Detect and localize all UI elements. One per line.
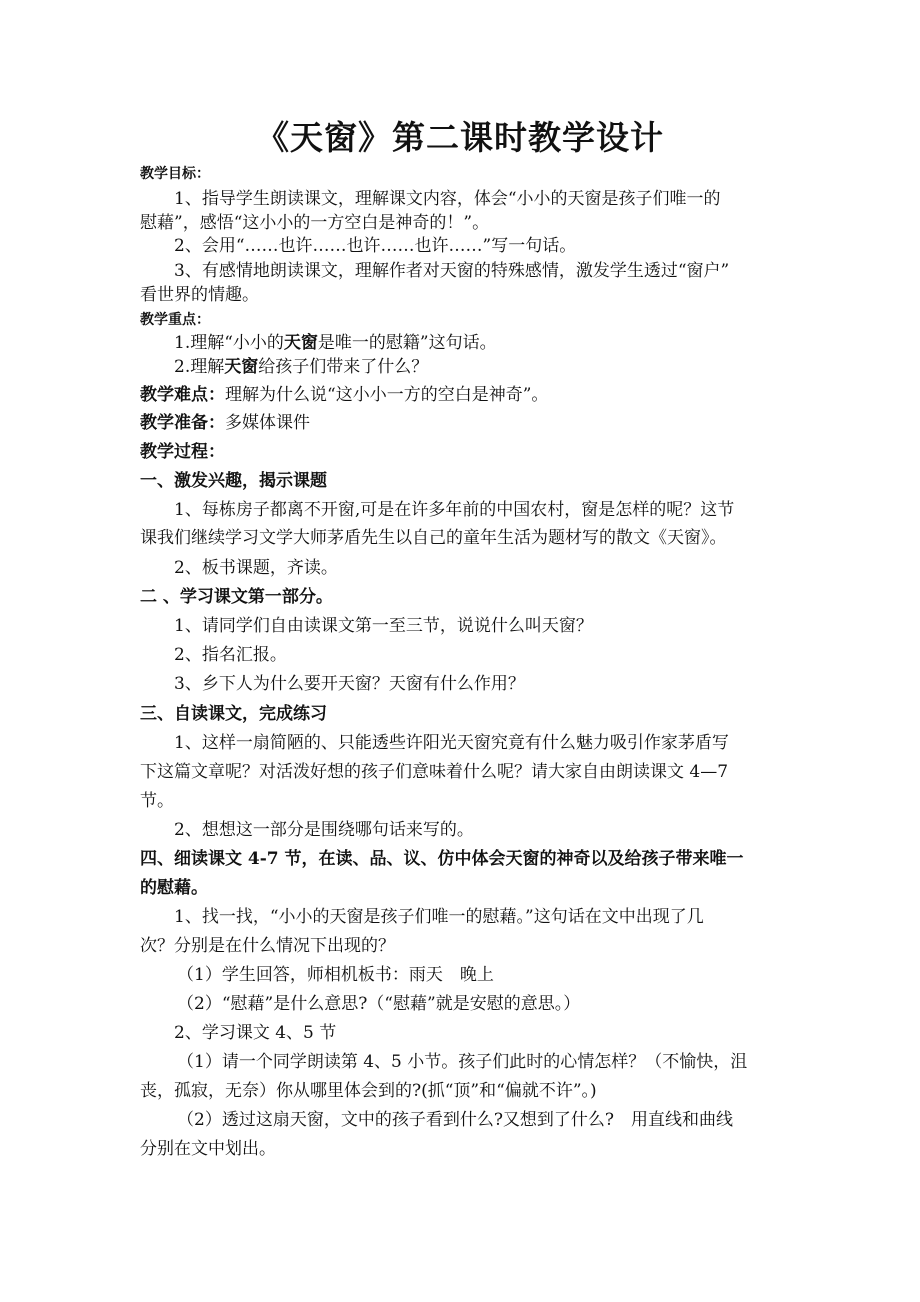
section-2-item-3: 3、乡下人为什么要开天窗？天窗有什么作用？: [174, 674, 525, 694]
section-4-item-1a: （1）学生回答，师相机板书：雨天 晚上: [177, 965, 494, 985]
section-4-item-1-line-1: 1、找一找，“小小的天窗是孩子们唯一的慰藉。”这句话在文中出现了几: [174, 907, 704, 927]
section-3-heading: 三、自读课文，完成练习: [140, 704, 327, 724]
section-1-item-1-line-1: 1、每栋房子都离不开窗,可是在许多年前的中国农村，窗是怎样的呢？这节: [174, 500, 735, 520]
section-3-item-1-line-2: 下这篇文章呢？对活泼好想的孩子们意味着什么呢？请大家自由朗读课文 4—7: [140, 762, 729, 782]
section-4-heading-line-1: 四、细读课文 4-7 节，在读、品、议、仿中体会天窗的神奇以及给孩子带来唯一: [140, 849, 744, 869]
goal-2: 2、会用“……也许……也许……也许……”写一句话。: [174, 236, 577, 256]
key-point-2: 2.理解天窗给孩子们带来了什么？: [174, 357, 429, 377]
section-1-item-2: 2、板书课题，齐读。: [174, 558, 338, 578]
section-4-item-1b: （2）“慰藉”是什么意思?（“慰藉”就是安慰的意思。）: [177, 994, 581, 1014]
process-heading: 教学过程：: [140, 442, 225, 462]
section-4-item-2a-line-2: 丧，孤寂，无奈）你从哪里体会到的?(抓“顶”和“偏就不许”。): [140, 1081, 597, 1101]
goal-1-line-1: 1、指导学生朗读课文，理解课文内容，体会“小小的天窗是孩子们唯一的: [174, 189, 721, 209]
key-point-1: 1.理解“小小的天窗是唯一的慰籍”这句话。: [174, 333, 497, 353]
section-3-item-1-line-1: 1、这样一扇简陋的、只能透些许阳光天窗究竟有什么魅力吸引作家茅盾写: [174, 733, 729, 753]
section-4-item-2b-line-1: （2）透过这扇天窗，文中的孩子看到什么?又想到了什么? 用直线和曲线: [177, 1110, 734, 1130]
section-4-heading-line-2: 的慰藉。: [140, 878, 208, 898]
section-2-item-1: 1、请同学们自由读课文第一至三节，说说什么叫天窗？: [174, 616, 593, 636]
section-1-heading: 一、激发兴趣，揭示课题: [140, 471, 327, 491]
section-3-item-1-line-3: 节。: [140, 791, 174, 811]
goal-1-line-2: 慰藉”，感悟“这小小的一方空白是神奇的！”。: [140, 213, 490, 233]
goal-3-line-1: 3、有感情地朗读课文，理解作者对天窗的特殊感情，激发学生透过“窗户”: [174, 261, 730, 281]
section-4-item-1-line-2: 次？分别是在什么情况下出现的？: [140, 936, 395, 956]
section-2-item-2: 2、指名汇报。: [174, 645, 287, 665]
section-4-item-2a-line-1: （1）请一个同学朗读第 4、5 小节。孩子们此时的心情怎样？（不愉快，沮: [177, 1052, 748, 1072]
section-1-item-1-line-2: 课我们继续学习文学大师茅盾先生以自己的童年生活为题材写的散文《天窗》。: [140, 528, 727, 548]
section-2-heading: 二 、学习课文第一部分。: [140, 587, 333, 607]
section-4-item-2b-line-2: 分别在文中划出。: [140, 1139, 276, 1159]
key-points-heading: 教学重点：: [140, 312, 210, 328]
preparation: 教学准备：多媒体课件: [140, 413, 310, 433]
difficulty: 教学难点：理解为什么说“这小小一方的空白是神奇”。: [140, 385, 549, 405]
goal-3-line-2: 看世界的情趣。: [140, 285, 259, 305]
section-4-item-2: 2、学习课文 4、5 节: [174, 1023, 337, 1043]
page-title: 《天窗》第二课时教学设计: [256, 118, 664, 157]
goals-heading: 教学目标：: [140, 166, 210, 182]
section-3-item-2: 2、想想这一部分是围绕哪句话来写的。: [174, 820, 474, 840]
